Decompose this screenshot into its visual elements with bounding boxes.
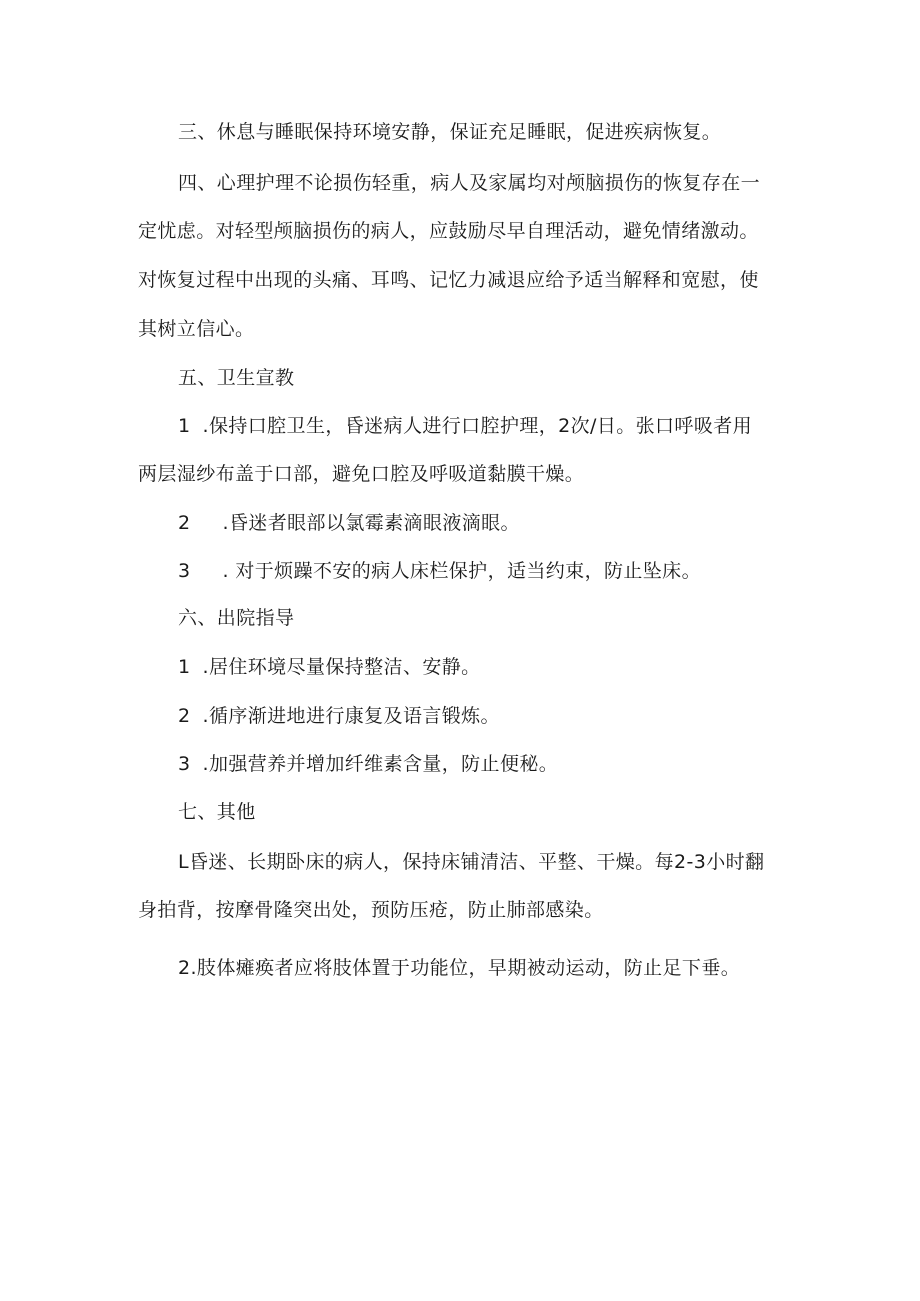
item-oral-hygiene-line-2: 两层湿纱布盖于口部，避免口腔及呼吸道黏膜干燥。 bbox=[138, 463, 585, 485]
paragraph-psych-line-1: 四、心理护理不论损伤轻重，病人及家属均对颅脑损伤的恢复存在一 bbox=[178, 172, 761, 194]
item-bedridden-care-line-1: L昏迷、长期卧床的病人，保持床铺清洁、平整、干燥。每2-3小时翻 bbox=[178, 851, 765, 873]
heading-health-education: 五、卫生宣教 bbox=[178, 367, 295, 389]
heading-other: 七、其他 bbox=[178, 801, 256, 823]
item-bedridden-care-line-2: 身拍背，按摩骨隆突出处，预防压疮，防止肺部感染。 bbox=[138, 899, 604, 921]
item-number: 3 bbox=[178, 753, 191, 775]
item-text: .昏迷者眼部以氯霉素滴眼液滴眼。 bbox=[222, 512, 520, 534]
paragraph-psych-line-2: 定忧虑。对轻型颅脑损伤的病人，应鼓励尽早自理活动，避免情绪激动。 bbox=[138, 220, 759, 242]
item-text: .保持口腔卫生，昏迷病人进行口腔护理，2次/日。张口呼吸者用 bbox=[202, 415, 753, 437]
item-living-environment bbox=[178, 655, 481, 679]
item-text: .居住环境尽量保持整洁、安静。 bbox=[202, 656, 481, 678]
paragraph-rest-sleep: 三、休息与睡眠保持环境安静，保证充足睡眠，促进疾病恢复。 bbox=[178, 121, 722, 143]
item-nutrition bbox=[178, 752, 558, 776]
item-text: . 对于烦躁不安的病人床栏保护，适当约束，防止坠床。 bbox=[222, 560, 701, 582]
item-number: 1 bbox=[178, 415, 191, 437]
item-number: 1 bbox=[178, 656, 191, 678]
item-number: 3 bbox=[178, 560, 191, 582]
item-text: .加强营养并增加纤维素含量，防止便秘。 bbox=[202, 753, 559, 775]
item-number: 2 bbox=[178, 705, 191, 727]
heading-discharge-guidance: 六、出院指导 bbox=[178, 607, 295, 629]
item-text: .循序渐进地进行康复及语言锻炼。 bbox=[202, 705, 500, 727]
item-bed-rail bbox=[178, 559, 701, 583]
item-number: 2 bbox=[178, 512, 191, 534]
item-oral-hygiene-line-1 bbox=[178, 414, 752, 438]
item-limb-paralysis: 2.肢体瘫痪者应将肢体置于功能位，早期被动运动，防止足下垂。 bbox=[178, 957, 741, 979]
item-eye-care bbox=[178, 511, 520, 535]
paragraph-psych-line-3: 对恢复过程中出现的头痛、耳鸣、记忆力减退应给予适当解释和宽慰，使 bbox=[138, 269, 759, 291]
item-rehabilitation bbox=[178, 704, 500, 728]
paragraph-psych-line-4: 其树立信心。 bbox=[138, 318, 255, 340]
